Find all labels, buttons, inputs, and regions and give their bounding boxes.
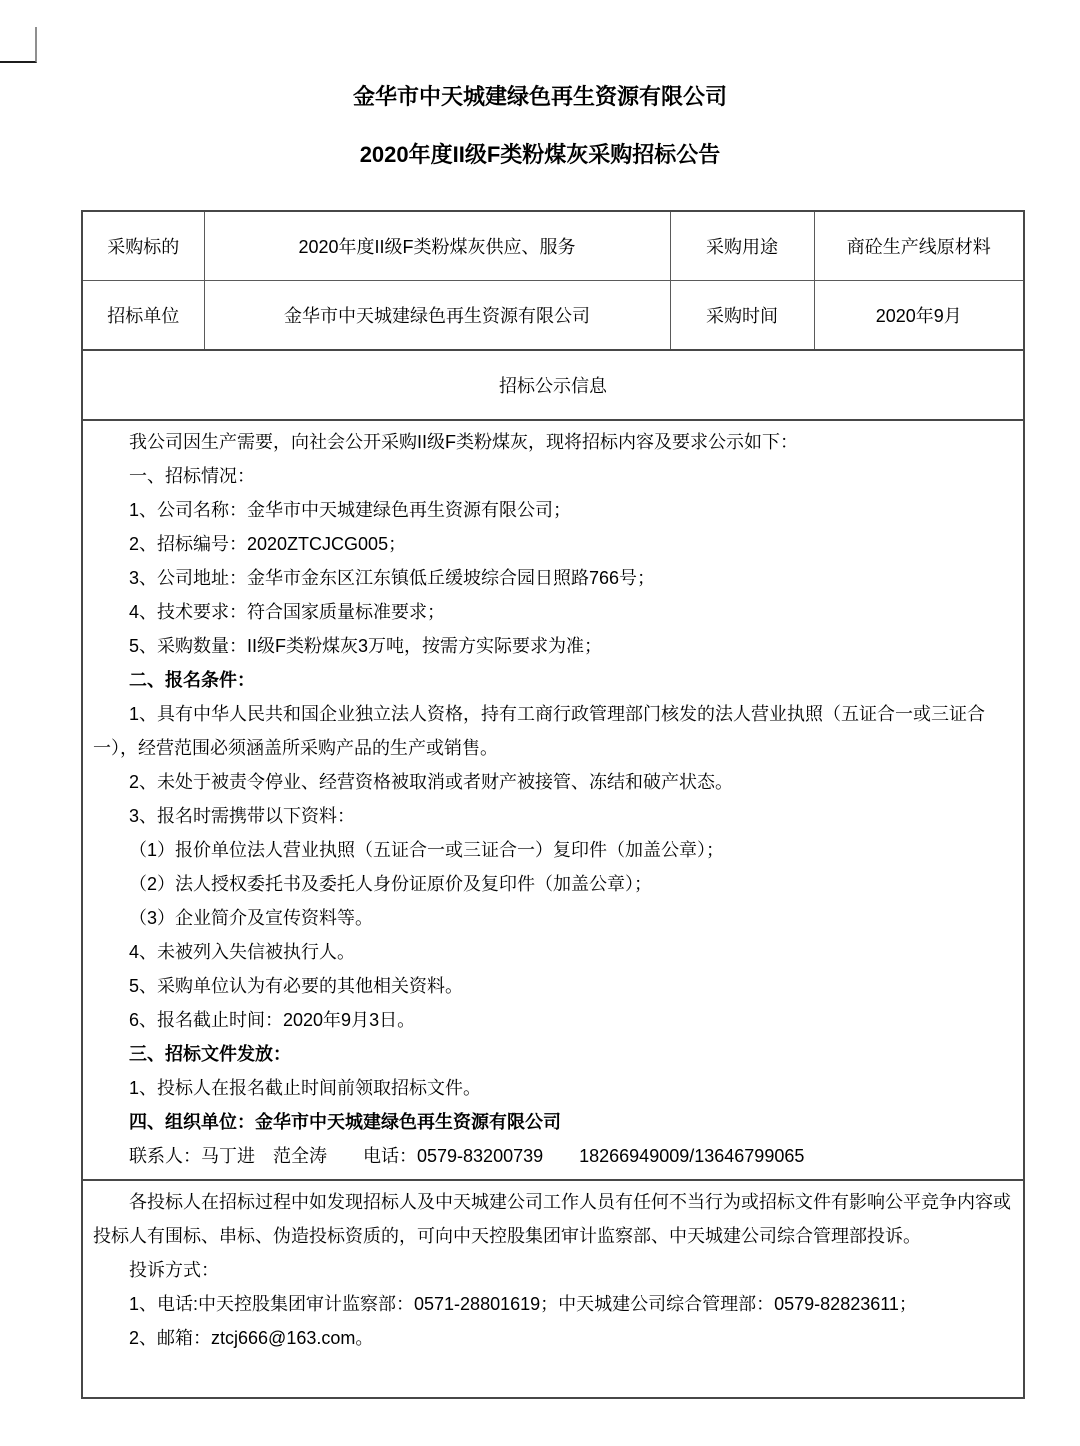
value-procurement-subject: 2020年度II级F类粉煤灰供应、服务 bbox=[204, 211, 670, 281]
announcement-paragraph: 我公司因生产需要，向社会公开采购II级F类粉煤灰，现将招标内容及要求公示如下： bbox=[129, 432, 798, 452]
value-procurement-time: 2020年9月 bbox=[814, 281, 1024, 351]
announcement-paragraph: 5、采购数量：II级F类粉煤灰3万吨，按需方实际要求为准； bbox=[129, 636, 603, 656]
label-procurement-use: 采购用途 bbox=[670, 211, 814, 281]
announcement-title: 2020年度II级F类粉煤灰采购招标公告 bbox=[359, 142, 721, 167]
announcement-body bbox=[82, 420, 1024, 1180]
value-bidding-unit: 金华市中天城建绿色再生资源有限公司 bbox=[204, 281, 670, 351]
announcement-paragraph: 3、公司地址：金华市金东区江东镇低丘缓坡综合园日照路766号； bbox=[129, 568, 656, 588]
announcement-paragraph: 三、招标文件发放： bbox=[129, 1044, 291, 1064]
announcement-paragraph: 3、报名时需携带以下资料： bbox=[129, 806, 356, 826]
announcement-paragraph: 二、报名条件： bbox=[129, 670, 255, 690]
announcement-paragraph: 联系人：马丁进 范全涛 电话：0579-83200739 18266949009/13646799065 bbox=[129, 1146, 805, 1166]
table-row-procurement bbox=[82, 211, 1024, 281]
label-procurement-time: 采购时间 bbox=[670, 281, 814, 351]
section-header: 招标公示信息 bbox=[82, 350, 1024, 420]
announcement-paragraph: 5、采购单位认为有必要的其他相关资料。 bbox=[129, 976, 464, 996]
company-title: 金华市中天城建绿色再生资源有限公司 bbox=[352, 84, 727, 109]
complaint-paragraph: 各投标人在招标过程中如发现招标人及中天城建公司工作人员有任何不当行为或招标文件有影响公平竞争内容或投标人有围标、串标、伪造投标资质的，可向中天控股集团审计监察部、中天城建公司综合管理部投诉。 bbox=[93, 1192, 1011, 1246]
table-row-announcement-body bbox=[82, 420, 1024, 1180]
announcement-paragraph: 四、组织单位：金华市中天城建绿色再生资源有限公司 bbox=[129, 1112, 561, 1132]
label-procurement-subject: 采购标的 bbox=[82, 211, 204, 281]
page-corner-mark bbox=[0, 27, 37, 63]
table-row-section-header bbox=[82, 350, 1024, 420]
announcement-paragraph: 4、技术要求：符合国家质量标准要求； bbox=[129, 602, 446, 622]
announcement-paragraph: 4、未被列入失信被执行人。 bbox=[129, 942, 356, 962]
value-procurement-use: 商砼生产线原材料 bbox=[814, 211, 1024, 281]
complaint-paragraph: 2、邮箱：ztcj666@163.com。 bbox=[129, 1328, 374, 1348]
announcement-paragraph: 2、未处于被责令停业、经营资格被取消或者财产被接管、冻结和破产状态。 bbox=[129, 772, 734, 792]
announcement-paragraph: （2）法人授权委托书及委托人身份证原价及复印件（加盖公章）； bbox=[129, 874, 653, 894]
announcement-paragraph: 1、公司名称：金华市中天城建绿色再生资源有限公司； bbox=[129, 500, 572, 520]
table-row-bidding-unit bbox=[82, 281, 1024, 351]
table-row-complaint-body bbox=[82, 1180, 1024, 1398]
complaint-body bbox=[82, 1180, 1024, 1398]
bid-info-table bbox=[81, 210, 1025, 1399]
announcement-paragraph: （3）企业简介及宣传资料等。 bbox=[129, 908, 374, 928]
announcement-paragraph: 2、招标编号：2020ZTCJCG005； bbox=[129, 534, 407, 554]
complaint-paragraph: 投诉方式： bbox=[129, 1260, 219, 1280]
announcement-paragraph: （1）报价单位法人营业执照（五证合一或三证合一）复印件（加盖公章）； bbox=[129, 840, 725, 860]
complaint-paragraph: 1、电话:中天控股集团审计监察部：0571-28801619；中天城建公司综合管理部：0579-82823611； bbox=[129, 1294, 917, 1314]
announcement-paragraph: 6、报名截止时间：2020年9月3日。 bbox=[129, 1010, 416, 1030]
announcement-paragraph: 1、投标人在报名截止时间前领取招标文件。 bbox=[129, 1078, 482, 1098]
label-bidding-unit: 招标单位 bbox=[82, 281, 204, 351]
announcement-paragraph: 1、具有中华人民共和国企业独立法人资格，持有工商行政管理部门核发的法人营业执照（五证合一或三证合一），经营范围必须涵盖所采购产品的生产或销售。 bbox=[93, 704, 986, 758]
announcement-paragraph: 一、招标情况： bbox=[129, 466, 255, 486]
